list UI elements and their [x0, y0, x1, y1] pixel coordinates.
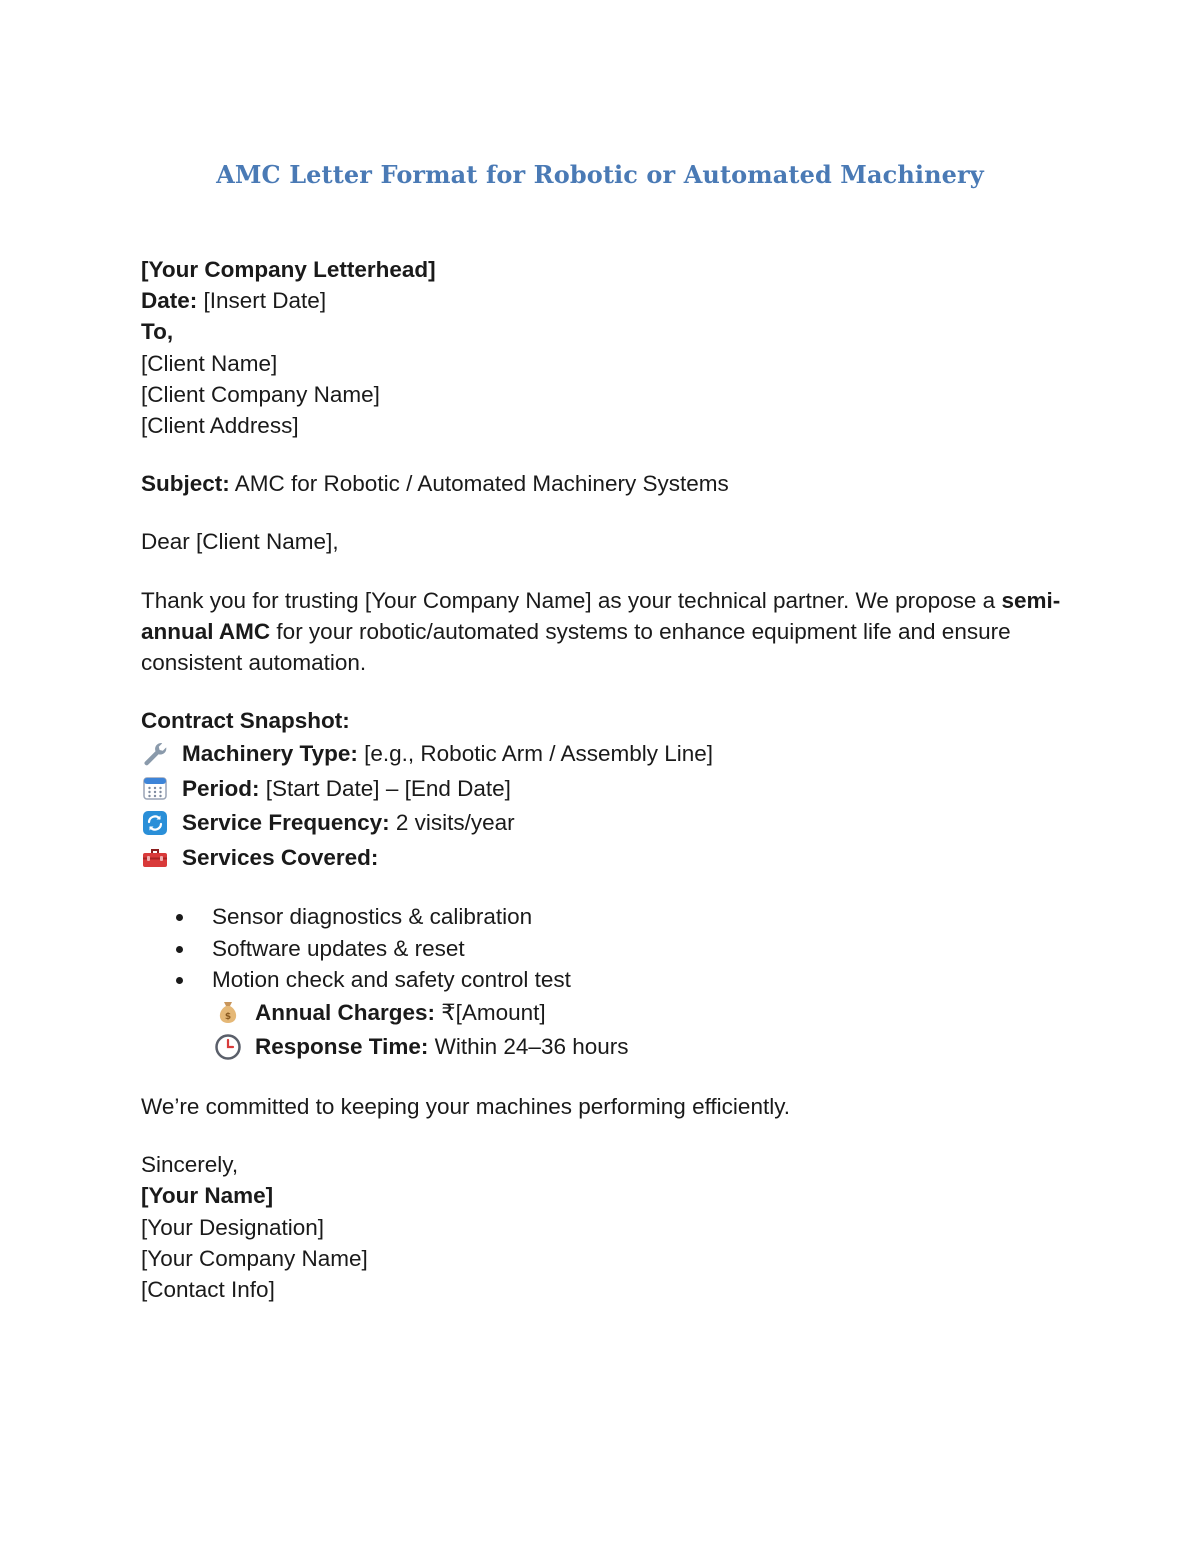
letterhead: [Your Company Letterhead]: [141, 257, 436, 282]
client-address: [Client Address]: [141, 413, 299, 439]
list-item: [141, 933, 1061, 964]
svg-text:$: $: [224, 1012, 232, 1023]
calendar-icon: [141, 774, 169, 802]
service-text: Sensor diagnostics & calibration: [212, 904, 533, 930]
to-label: To,: [141, 319, 174, 345]
signer-contact: [Contact Info]: [141, 1277, 275, 1303]
subject-line: [141, 468, 1061, 499]
signer-designation: [Your Designation]: [141, 1214, 325, 1240]
signer-company: [Your Company Name]: [141, 1245, 368, 1271]
client-name: [Client Name]: [141, 350, 278, 376]
service-text: Motion check and safety control test: [212, 966, 571, 992]
salutation: Dear [Client Name],: [141, 529, 339, 555]
period-label: Period:: [182, 775, 260, 801]
snapshot-row-frequency: [141, 805, 1061, 840]
money-bag-icon: [214, 998, 242, 1026]
charges-value: ₹[Amount]: [435, 999, 546, 1025]
snapshot-row-services: [141, 840, 1061, 875]
period-value: [Start Date] – [End Date]: [259, 775, 511, 801]
services-list: [141, 901, 1061, 995]
intro-bold: semi-annual AMC: [141, 587, 1061, 644]
list-item: [141, 964, 1061, 995]
machinery-label: Machinery Type:: [182, 741, 358, 767]
response-value: Within 24–36 hours: [428, 1034, 629, 1060]
date-value: [Insert Date]: [197, 288, 327, 314]
letter-body: [141, 254, 1061, 1305]
signer-name: [Your Name]: [141, 1183, 274, 1209]
date-line: [141, 285, 1061, 316]
annual-charges-row: [141, 995, 1061, 1030]
snapshot-row-machinery: [141, 736, 1061, 771]
frequency-label: Service Frequency:: [182, 810, 390, 836]
frequency-value: 2 visits/year: [389, 810, 515, 836]
snapshot-row-period: [141, 771, 1061, 806]
clock-icon: [214, 1033, 242, 1061]
intro-text-2: for your robotic/automated systems to enhance equipment life and ensure consistent automation.: [141, 618, 1011, 676]
service-text: Software updates & reset: [212, 935, 465, 961]
list-item: [141, 901, 1061, 932]
subject-value: AMC for Robotic / Automated Machinery Systems: [229, 471, 729, 497]
intro-text-1: Thank you for trusting [Your Company Name] as your technical partner. We propose a: [141, 587, 1002, 613]
snapshot-heading: Contract Snapshot:: [141, 708, 350, 734]
closing-sentence: We’re committed to keeping your machines performing efficiently.: [141, 1094, 791, 1119]
intro-paragraph: [141, 585, 1061, 679]
charges-label: Annual Charges:: [255, 999, 436, 1025]
page-title: AMC Letter Format for Robotic or Automated Machinery: [216, 160, 984, 189]
machinery-value: [e.g., Robotic Arm / Assembly Line]: [357, 741, 714, 767]
toolbox-icon: [141, 843, 169, 871]
response-label: Response Time:: [255, 1034, 429, 1060]
client-company: [Client Company Name]: [141, 381, 380, 407]
subject-label: Subject:: [141, 471, 230, 497]
services-label: Services Covered:: [182, 844, 379, 870]
response-time-row: [141, 1030, 1061, 1065]
repeat-icon: [141, 809, 169, 837]
date-label: Date:: [141, 288, 198, 314]
wrench-icon: [141, 740, 169, 768]
sign-off: Sincerely,: [141, 1152, 239, 1178]
